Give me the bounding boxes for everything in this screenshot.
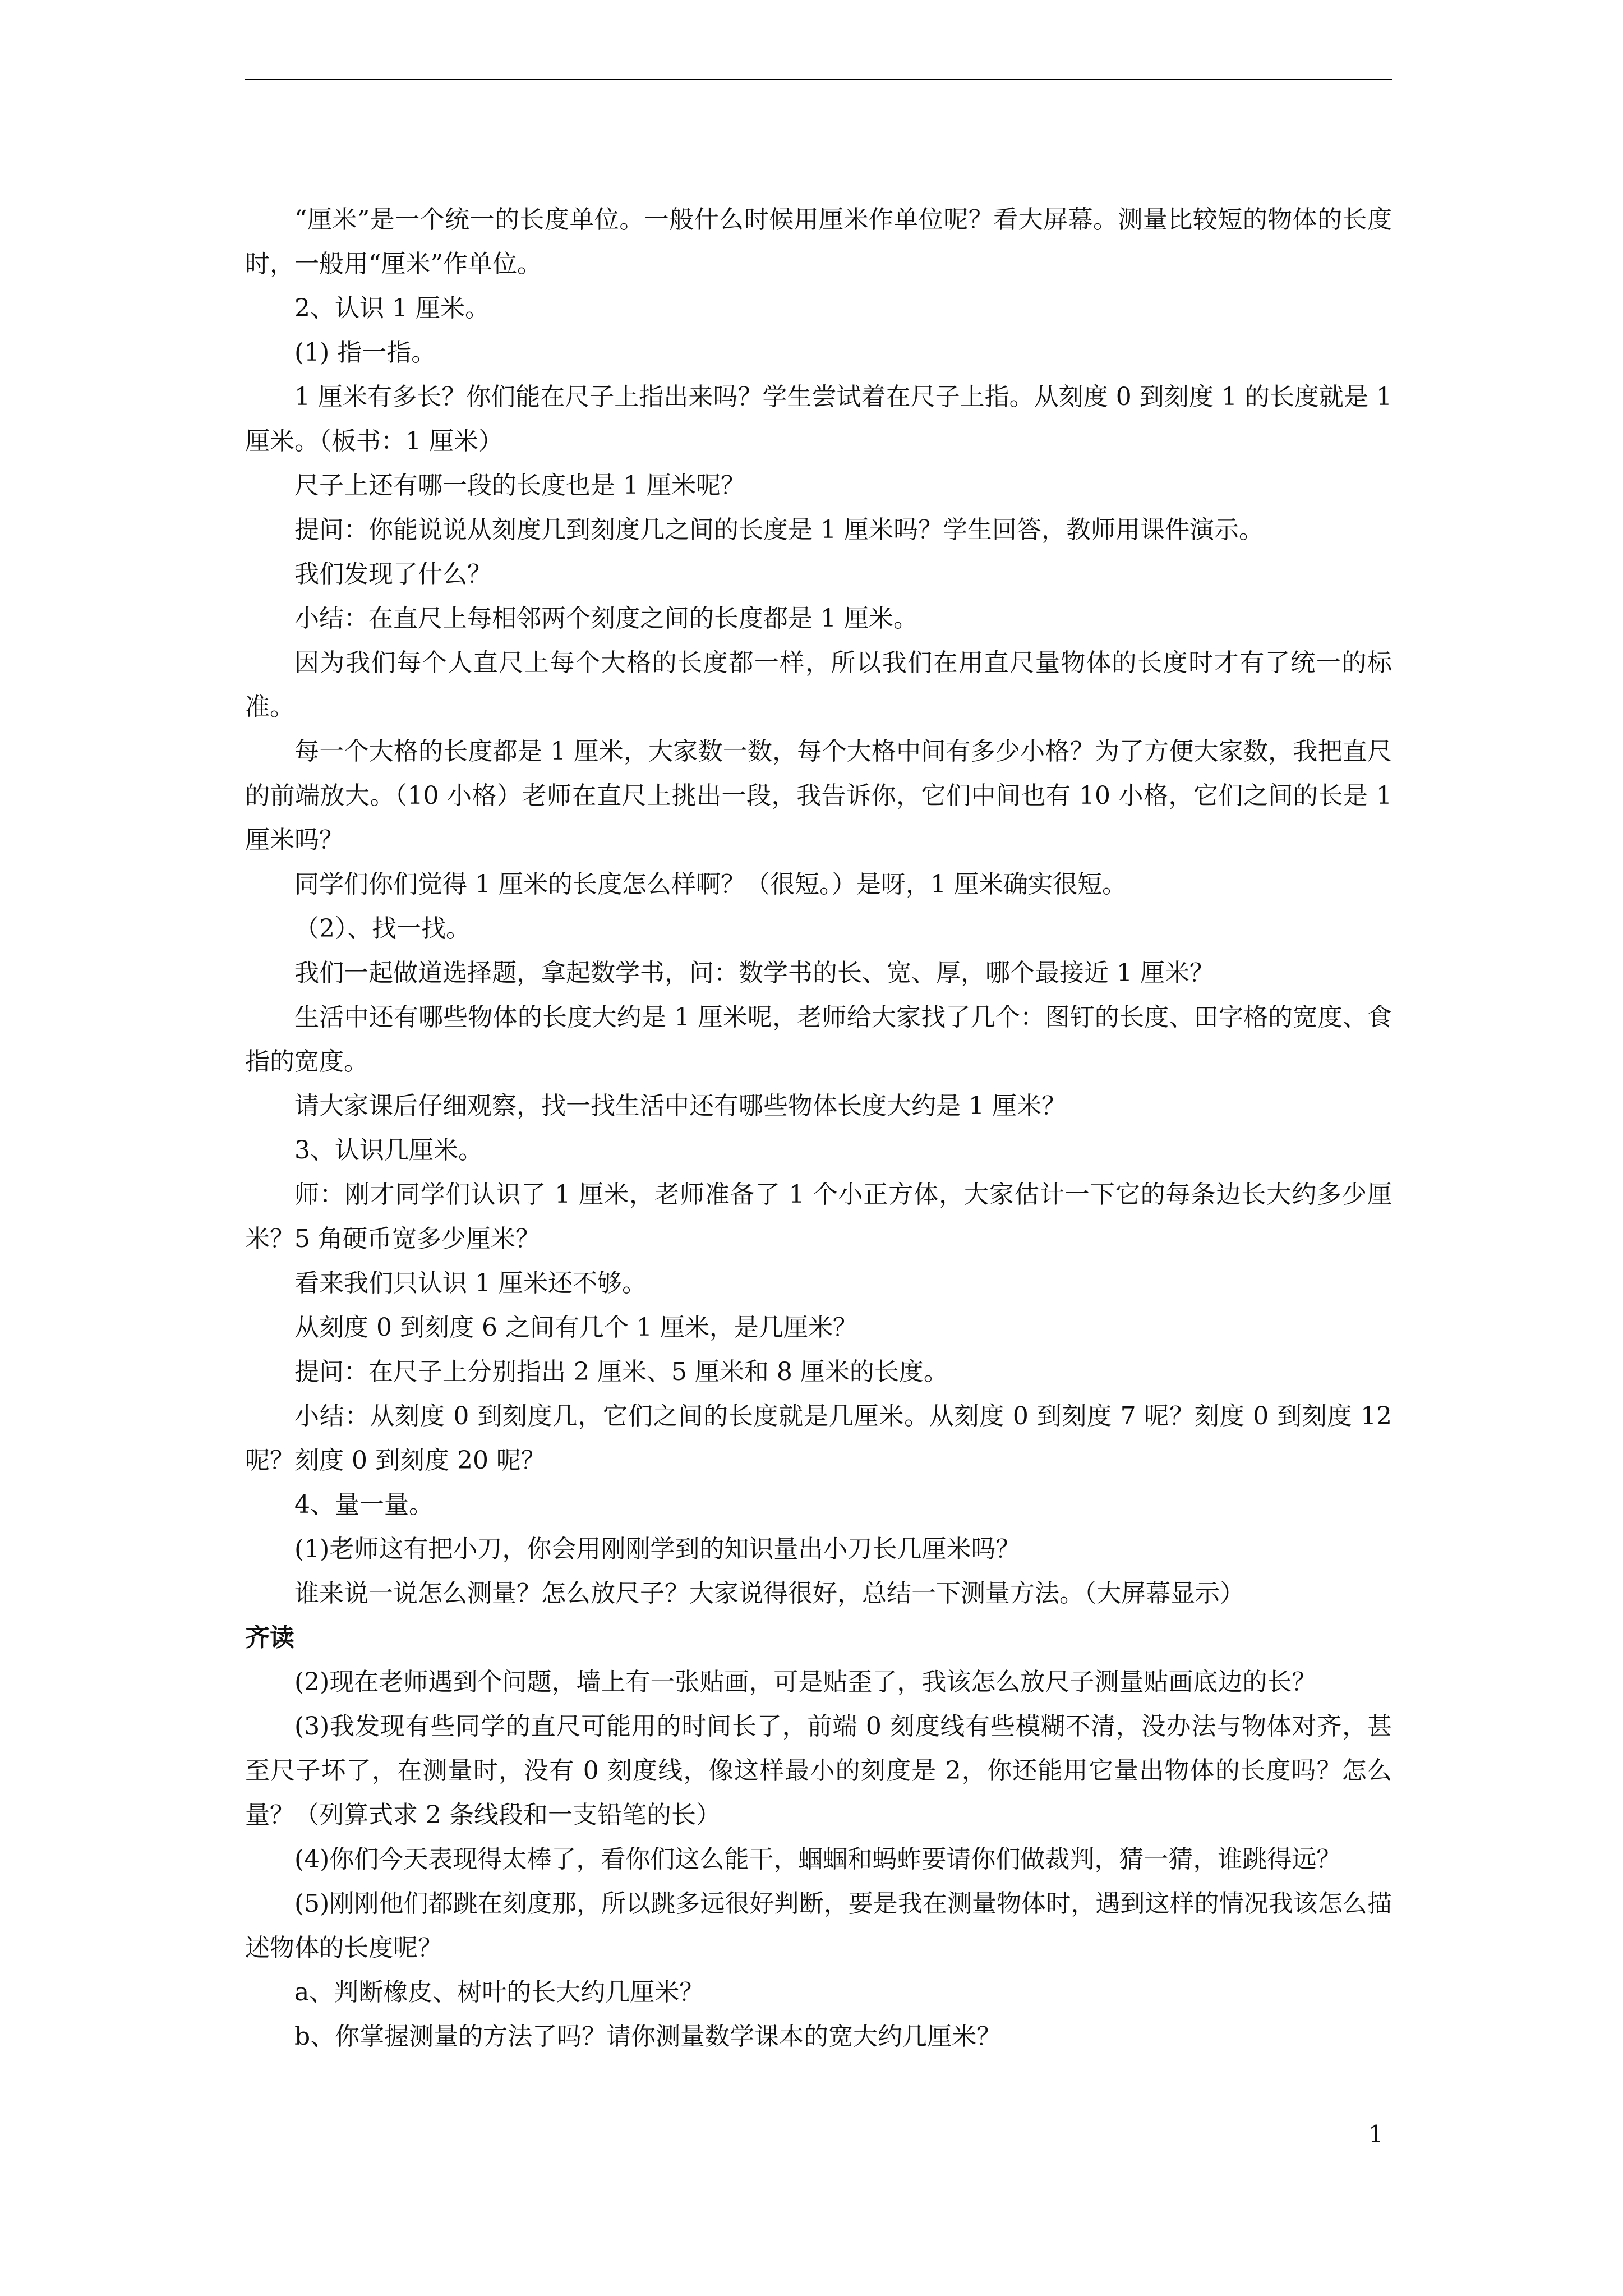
paragraph: 因为我们每个人直尺上每个大格的长度都一样，所以我们在用直尺量物体的长度时才有了统一的标准。 [245, 648, 1392, 721]
paragraph: 每一个大格的长度都是 1 厘米，大家数一数，每个大格中间有多少小格？为了方便大家数，我把直尺的前端放大。（10 小格）老师在直尺上挑出一段，我告诉你，它们中间也有 10 小格，它们之间的长是 1 厘米吗？ [245, 737, 1392, 854]
paragraph: (1) 指一指。 [294, 338, 436, 367]
page-number: 1 [1368, 2120, 1384, 2148]
paragraph: 小结：从刻度 0 到刻度几，它们之间的长度就是几厘米。从刻度 0 到刻度 7 呢？刻度 0 到刻度 12 呢？刻度 0 到刻度 20 呢？ [245, 1402, 1392, 1475]
paragraph: 小结：在直尺上每相邻两个刻度之间的长度都是 1 厘米。 [294, 604, 918, 633]
paragraph: 我们发现了什么？ [294, 560, 492, 588]
paragraph: 从刻度 0 到刻度 6 之间有几个 1 厘米，是几厘米？ [294, 1313, 857, 1342]
paragraph: (4)你们今天表现得太棒了，看你们这么能干，蝈蝈和蚂蚱要请你们做裁判，猜一猜，谁跳得远？ [294, 1845, 1341, 1874]
paragraph: 尺子上还有哪一段的长度也是 1 厘米呢？ [294, 471, 745, 500]
paragraph: (3)我发现有些同学的直尺可能用的时间长了，前端 0 刻度线有些模糊不清，没办法与物体对齐，甚至尺子坏了，在测量时，没有 0 刻度线，像这样最小的刻度是 2，你还能用它量出物体的长度吗？怎么量？（列算式求 2 条线段和一支铅笔的长） [245, 1712, 1392, 1829]
paragraph: b、你掌握测量的方法了吗？请你测量数学课本的宽大约几厘米？ [294, 2022, 1002, 2051]
paragraph: 师：刚才同学们认识了 1 厘米，老师准备了 1 个小正方体，大家估计一下它的每条边长大约多少厘米？5 角硬币宽多少厘米？ [245, 1180, 1392, 1253]
paragraph: a、判断橡皮、树叶的长大约几厘米？ [294, 1978, 704, 2007]
paragraph: 3、认识几厘米。 [294, 1136, 483, 1165]
document-body [245, 197, 1392, 2059]
paragraph: 请大家课后仔细观察，找一找生活中还有哪些物体长度大约是 1 厘米？ [294, 1092, 1066, 1120]
paragraph: 4、量一量。 [294, 1490, 434, 1519]
paragraph: (5)刚刚他们都跳在刻度那，所以跳多远很好判断，要是我在测量物体时，遇到这样的情况我该怎么描述物体的长度呢？ [245, 1889, 1392, 1962]
header-rule [245, 79, 1392, 80]
paragraph: 提问：你能说说从刻度几到刻度几之间的长度是 1 厘米吗？学生回答，教师用课件演示。 [294, 516, 1264, 544]
paragraph: 提问：在尺子上分别指出 2 厘米、5 厘米和 8 厘米的长度。 [294, 1358, 948, 1386]
bold-heading: 齐读 [245, 1623, 294, 1652]
paragraph: 我们一起做道选择题，拿起数学书，问：数学书的长、宽、厚，哪个最接近 1 厘米？ [294, 959, 1214, 987]
paragraph: （2）、找一找。 [294, 914, 471, 943]
paragraph: 看来我们只认识 1 厘米还不够。 [294, 1269, 647, 1297]
paragraph: 同学们你们觉得 1 厘米的长度怎么样啊？（很短。）是呀，1 厘米确实很短。 [294, 870, 1127, 899]
paragraph: (1)老师这有把小刀，你会用刚刚学到的知识量出小刀长几厘米吗？ [294, 1535, 1021, 1563]
paragraph: 2、认识 1 厘米。 [294, 294, 490, 323]
paragraph: “厘米”是一个统一的长度单位。一般什么时候用厘米作单位呢？看大屏幕。测量比较短的物体的长度时，一般用“厘米”作单位。 [245, 205, 1392, 278]
paragraph: 谁来说一说怎么测量？怎么放尺子？大家说得很好，总结一下测量方法。（大屏幕显示） [294, 1579, 1244, 1608]
paragraph: (2)现在老师遇到个问题，墙上有一张贴画，可是贴歪了，我该怎么放尺子测量贴画底边的长？ [294, 1668, 1317, 1696]
paragraph: 1 厘米有多长？你们能在尺子上指出来吗？学生尝试着在尺子上指。从刻度 0 到刻度 1 的长度就是 1 厘米。（板书：1 厘米） [245, 383, 1392, 455]
paragraph: 生活中还有哪些物体的长度大约是 1 厘米呢，老师给大家找了几个：图钉的长度、田字格的宽度、食指的宽度。 [245, 1003, 1392, 1076]
